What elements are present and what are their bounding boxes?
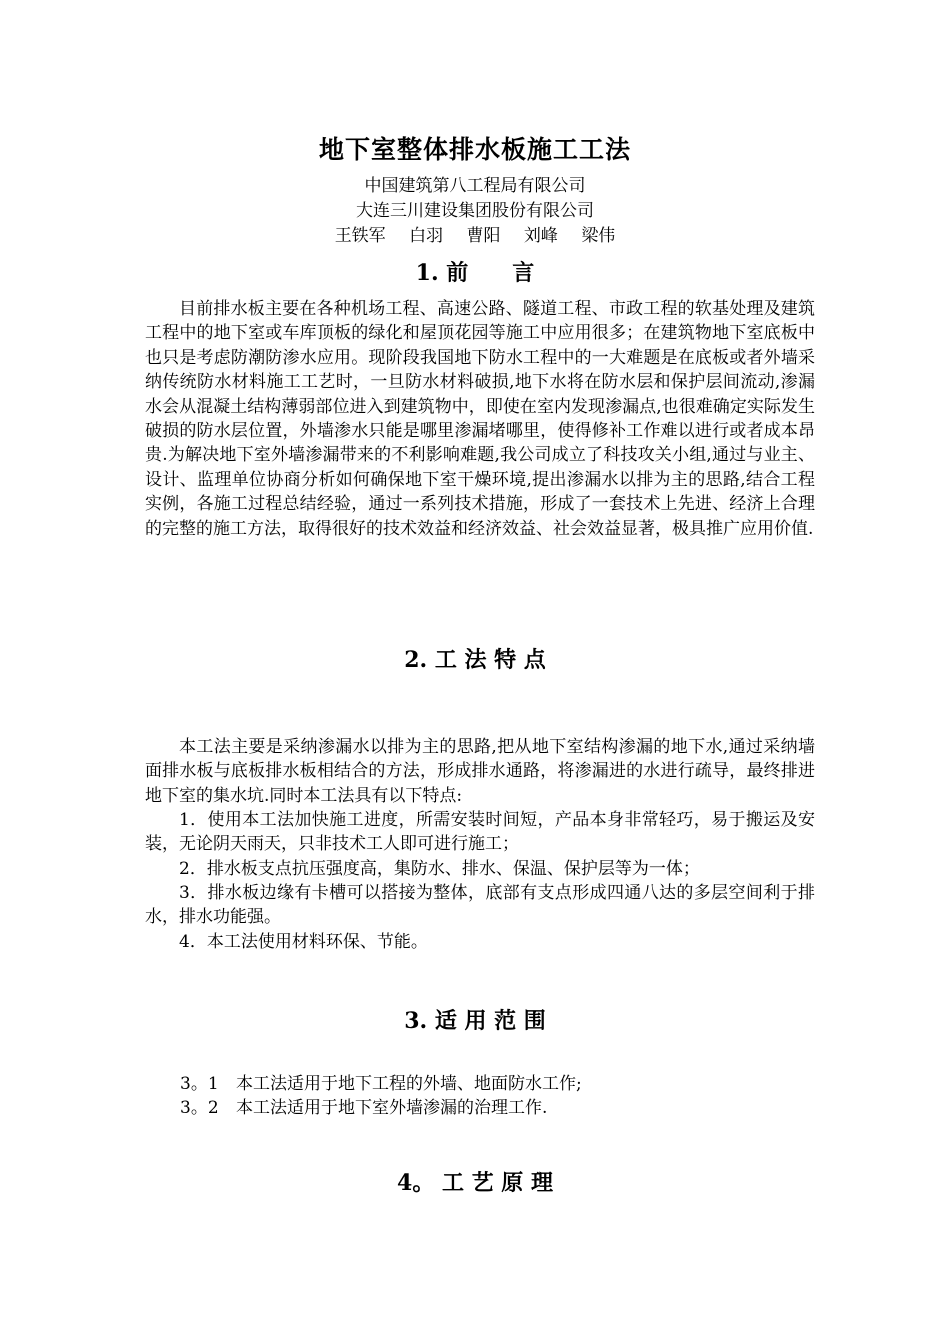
section-heading-features: 2. 工 法 特 点 [404,647,546,673]
preface-paragraph: 目前排水板主要在各种机场工程、高速公路、隧道工程、市政工程的软基处理及建筑工程中的地下室或车库顶板的绿化和屋顶花园等施工中应用很多；在建筑物地下室底板中也只是考虑防潮防渗水应用。现阶段我国地下防水工程中的一大难题是在底板或者外墙采纳传统防水材料施工工艺时，一旦防水材料破损,地下水将在防水层和保护层间流动,渗漏水会从混凝土结构薄弱部位进入到建筑物中，即使在室内发现渗漏点,也很难确定实际发生破损的防水层位置，外墙渗水只能是哪里渗漏堵哪里，使得修补工作难以进行或者成本昂贵.为解决地下室外墙渗漏带来的不利影响难题,我公司成立了科技攻关小组,通过与业主、设计、监理单位协商分析如何确保地下室干燥环境,提出渗漏水以排为主的思路,结合工程实例，各施工过程总结经验，通过一系列技术措施，形成了一套技术上先进、经济上合理的完整的施工方法，取得很好的技术效益和经济效益、社会效益显著，极具推广应用价值. [145,299,815,539]
author-name: 梁伟 [581,226,616,246]
author-name: 刘峰 [523,226,558,246]
feature-item: 4．本工法使用材料环保、节能。 [179,932,428,952]
author-name: 王铁军 [334,226,386,246]
section-heading-principle: 4。 工 艺 原 理 [397,1170,553,1196]
section-heading-scope: 3. 适 用 范 围 [404,1008,546,1034]
feature-item: 2．排水板支点抗压强度高，集防水、排水、保温、保护层等为一体； [179,859,700,879]
scope-item [180,1072,820,1096]
scope-item-text: 本工法适用于地下工程的外墙、地面防水工作; [236,1074,582,1094]
author-name: 白羽 [409,226,444,246]
scope-item [180,1096,820,1120]
section-heading-preface: 1. 前 言 [415,260,535,286]
feature-item: 3．排水板边缘有卡槽可以搭接为整体，底部有支点形成四通八达的多层空间利于排水，排水功能强。 [145,883,815,928]
scope-item-text: 本工法适用于地下室外墙渗漏的治理工作. [236,1098,548,1118]
scope-item-number: 3。2 [180,1098,219,1118]
author-name: 曹阳 [466,226,501,246]
organization-1: 中国建筑第八工程局有限公司 [364,176,586,196]
organization-2: 大连三川建设集团股份有限公司 [356,201,594,221]
scope-item-number: 3。1 [180,1074,219,1094]
document-title: 地下室整体排水板施工工法 [318,135,631,164]
feature-item: 1．使用本工法加快施工进度，所需安装时间短，产品本身非常轻巧，易于搬运及安装，无论阴天雨天，只非技术工人即可进行施工； [145,810,815,855]
features-paragraph: 本工法主要是采纳渗漏水以排为主的思路,把从地下室结构渗漏的地下水,通过采纳墙面排水板与底板排水板相结合的方法，形成排水通路，将渗漏进的水进行疏导，最终排进地下室的集水坑.同时本工法具有以下特点: [145,737,815,806]
author-list [0,224,950,249]
